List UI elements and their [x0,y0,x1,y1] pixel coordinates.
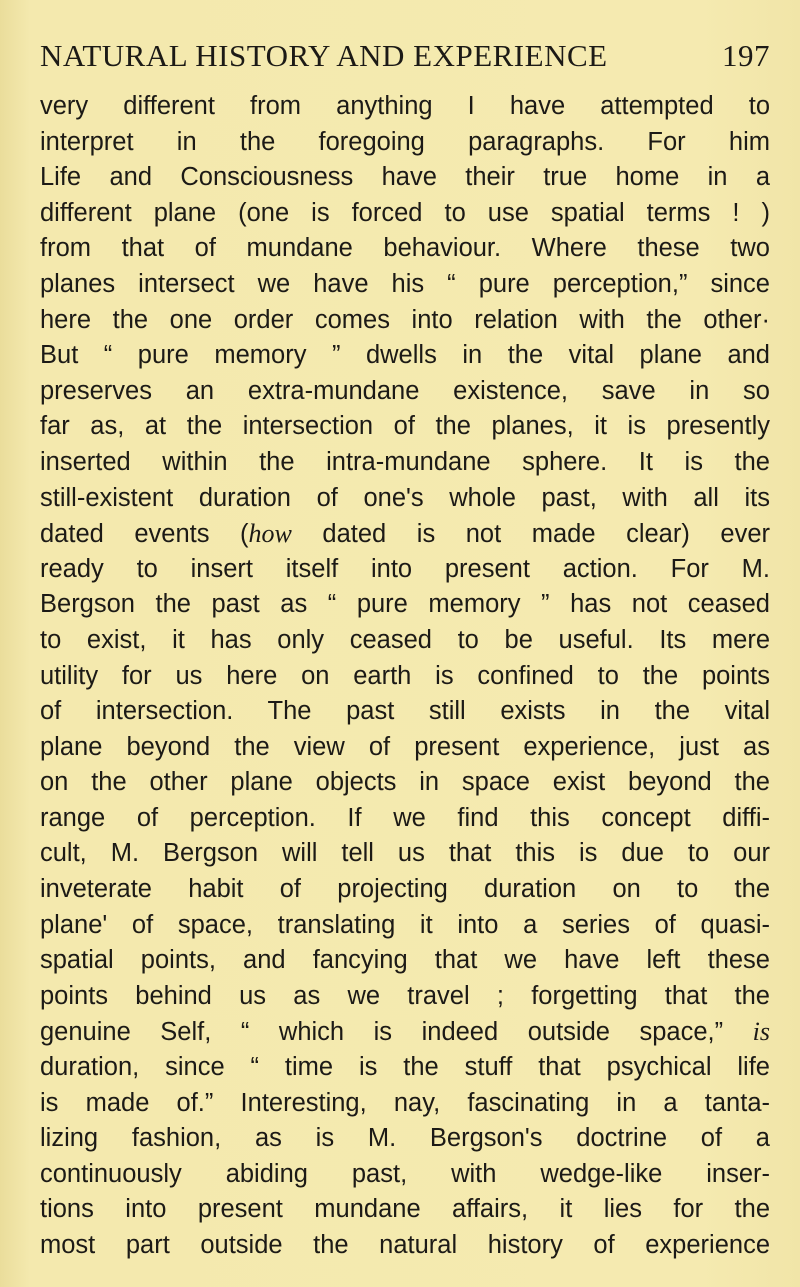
text-line: planes intersect we have his “ pure perception,” since [40,269,770,298]
text-line: But “ pure memory ” dwells in the vital plane and [40,341,770,370]
text-line: utility for us here on earth is confined to the points [40,661,770,690]
text-line: plane beyond the view of present experience, just as [40,732,770,761]
italic-word: is [752,1017,770,1047]
text-line: points behind us as we travel ; forgetting that the [40,981,770,1010]
text-line: tions into present mundane affairs, it lies for the [40,1195,770,1224]
text-line: range of perception. If we find this concept diffi- [40,803,770,832]
text-line: inserted within the intra-mundane sphere. It is the [40,447,770,476]
text-line: from that of mundane behaviour. Where these two [40,234,770,263]
text-line: of intersection. The past still exists in the vital [40,697,770,726]
text-line: cult, M. Bergson will tell us that this is due to our [40,839,770,868]
italic-word: how [248,519,292,549]
text-line: duration, since “ time is the stuff that psychical life [40,1053,770,1082]
text-line: far as, at the intersection of the planes, it is presently [40,412,770,441]
text-line: spatial points, and fancying that we have left these [40,946,770,975]
text-line: interpret in the foregoing paragraphs. For him [40,127,770,156]
text-segment: genuine Self, “ which is indeed outside space,” [40,1018,753,1047]
text-line: plane' of space, translating it into a series of quasi- [40,910,770,939]
text-line: is made of.” Interesting, nay, fascinating in a tanta- [40,1088,770,1117]
text-line [40,1014,770,1050]
text-line: different plane (one is forced to use spatial terms ! ) [40,198,770,227]
text-line: very different from anything I have attempted to [40,92,770,120]
text-line: inveterate habit of projecting duration on to the [40,875,770,904]
running-head [40,38,770,84]
text-line: to exist, it has only ceased to be useful. Its mere [40,625,770,654]
text-segment: dated events ( [40,520,249,549]
text-line: here the one order comes into relation with the other· [40,305,770,334]
text-line: Life and Consciousness have their true home in a [40,163,770,192]
text-line: lizing fashion, as is M. Bergson's doctrine of a [40,1124,770,1153]
text-line: on the other plane objects in space exist beyond the [40,768,770,797]
text-line [40,516,770,552]
text-line: still-existent duration of one's whole past, with all its [40,483,770,512]
text-line: preserves an extra-mundane existence, save in so [40,376,770,405]
running-head-title: NATURAL HISTORY AND EXPERIENCE [40,38,608,73]
text-line: Bergson the past as “ pure memory ” has not ceased [40,590,770,619]
text-line: most part outside the natural history of experience [40,1231,770,1259]
body-paragraph [40,89,770,1264]
page-number: 197 [722,38,770,73]
text-line: ready to insert itself into present action. For M. [40,554,770,583]
text-line: continuously abiding past, with wedge-like inser- [40,1159,770,1188]
text-segment: dated is not made clear) ever [291,520,770,549]
